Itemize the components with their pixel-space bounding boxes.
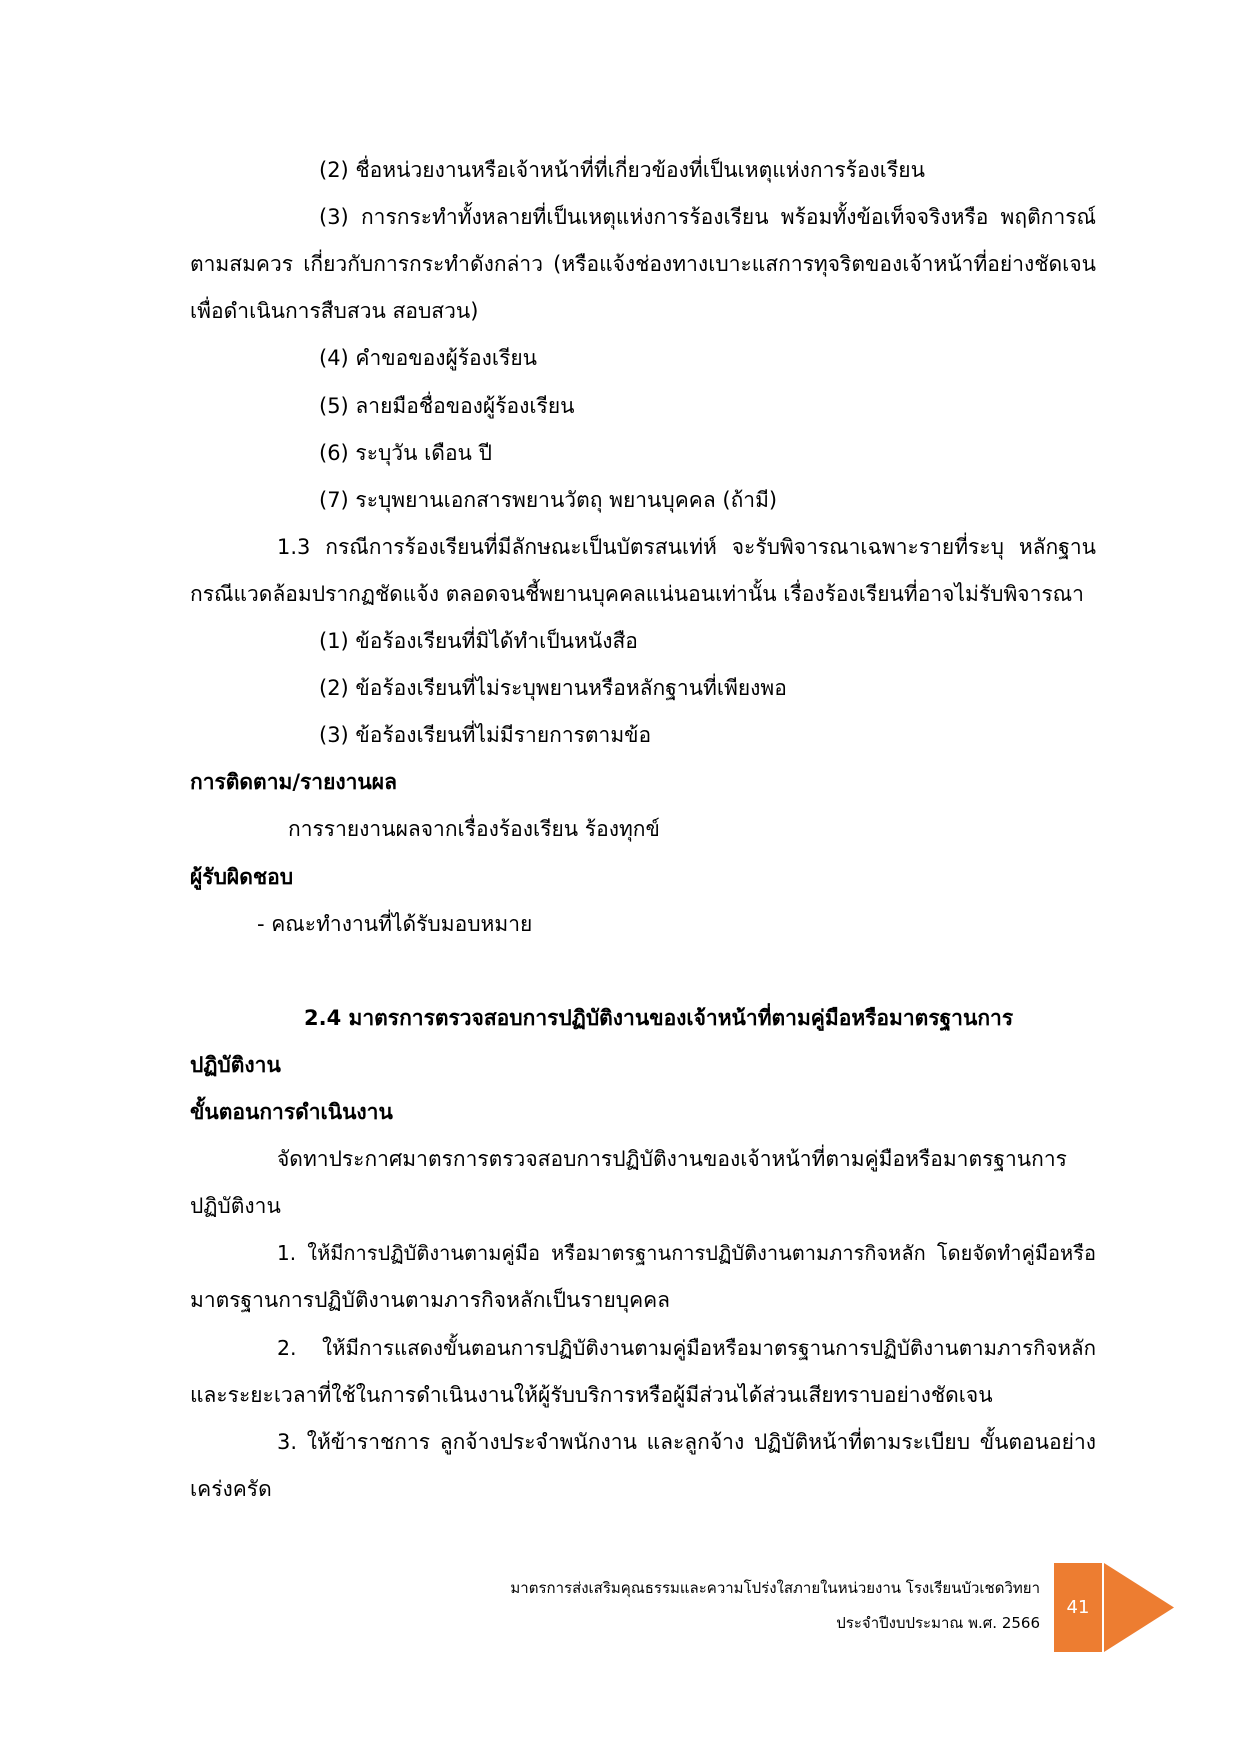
excluded-complaint-item: (2) ข้อร้องเรียนที่ไม่ระบุพยานหรือหลักฐานที่เพียงพอ [319,676,787,700]
responsible-text: - คณะทำงานที่ได้รับมอบหมาย [257,912,533,936]
section-2-4-title-line-1: 2.4 มาตรการตรวจสอบการปฏิบัติงานของเจ้าหน้าที่ตามคู่มือหรือมาตรฐานการ [304,1006,1014,1030]
excluded-complaint-item: (3) ข้อร้องเรียนที่ไม่มีรายการตามข้อ [319,723,652,747]
procedure-step-2-line-1: 2. ให้มีการแสดงขั้นตอนการปฏิบัติงานตามคู่มือหรือมาตรฐานการปฏิบัติงานตามภารกิจหลัก [277,1336,1096,1360]
procedure-intro-line-2: ปฏิบัติงาน [190,1194,281,1218]
procedure-step-1-line-2: มาตรฐานการปฏิบัติงานตามภารกิจหลักเป็นรายบุคคล [190,1288,671,1312]
footer-title: มาตรการส่งเสริมคุณธรรมและความโปร่งใสภายในหน่วยงาน โรงเรียนบัวเชดวิทยา [510,1579,1040,1597]
procedure-intro-line-1: จัดทาประกาศมาตรการตรวจสอบการปฏิบัติงานของเจ้าหน้าที่ตามคู่มือหรือมาตรฐานการ [277,1147,1067,1171]
anonymous-complaints-line-1: 1.3 กรณีการร้องเรียนที่มีลักษณะเป็นบัตรสนเท่ห์ จะรับพิจารณาเฉพาะรายที่ระบุ หลักฐาน [277,535,1096,559]
complaint-item-3-line-1: (3) การกระทำทั้งหลายที่เป็นเหตุแห่งการร้องเรียน พร้อมทั้งข้อเท็จจริงหรือ พฤติการณ์ [319,205,1096,229]
complaint-item-7: (7) ระบุพยานเอกสารพยานวัตถุ พยานบุคคล (ถ้ามี) [319,488,778,512]
complaint-item-6: (6) ระบุวัน เดือน ปี [319,441,492,465]
responsible-heading: ผู้รับผิดชอบ [190,865,294,889]
section-2-4-title-line-2: ปฏิบัติงาน [190,1053,281,1077]
procedure-step-3-line-2: เคร่งครัด [190,1477,272,1501]
follow-up-text: การรายงานผลจากเรื่องร้องเรียน ร้องทุกข์ [288,817,660,841]
footer-fiscal-year: ประจำปีงบประมาณ พ.ศ. 2566 [836,1614,1040,1632]
procedure-step-1-line-1: 1. ให้มีการปฏิบัติงานตามคู่มือ หรือมาตรฐานการปฏิบัติงานตามภารกิจหลัก โดยจัดทำคู่มือหรือ [277,1241,1096,1265]
procedure-step-3-line-1: 3. ให้ข้าราชการ ลูกจ้างประจำพนักงาน และลูกจ้าง ปฏิบัติหน้าที่ตามระเบียบ ขั้นตอนอย่าง [277,1430,1096,1454]
follow-up-heading: การติดตาม/รายงานผล [190,770,397,794]
complaint-item-5: (5) ลายมือชื่อของผู้ร้องเรียน [319,394,575,418]
anonymous-complaints-line-2: กรณีแวดล้อมปรากฏชัดแจ้ง ตลอดจนชี้พยานบุคคลแน่นอนเท่านั้น เรื่องร้องเรียนที่อาจไม่รับพิจารณา [190,582,1084,606]
complaint-item-2: (2) ชื่อหน่วยงานหรือเจ้าหน้าที่ที่เกี่ยวข้องที่เป็นเหตุแห่งการร้องเรียน [319,158,925,182]
procedure-heading: ขั้นตอนการดำเนินงาน [190,1100,393,1124]
complaint-item-3-line-2: ตามสมควร เกี่ยวกับการกระทำดังกล่าว (หรือแจ้งช่องทางเบาะแสการทุจริตของเจ้าหน้าที่อย่างชัดเจน [190,252,1096,276]
page-number: 41 [1066,1597,1090,1618]
procedure-step-2-line-2: และระยะเวลาที่ใช้ในการดำเนินงานให้ผู้รับบริการหรือผู้มีส่วนได้ส่วนเสียทราบอย่างชัดเจน [190,1383,993,1407]
page-number-badge [1054,1563,1102,1652]
excluded-complaint-item: (1) ข้อร้องเรียนที่มิได้ทำเป็นหนังสือ [319,629,638,653]
complaint-item-3-line-3: เพื่อดำเนินการสืบสวน สอบสวน) [190,299,479,323]
arrow-right-icon [1104,1563,1174,1652]
complaint-item-4: (4) คำขอของผู้ร้องเรียน [319,346,538,370]
